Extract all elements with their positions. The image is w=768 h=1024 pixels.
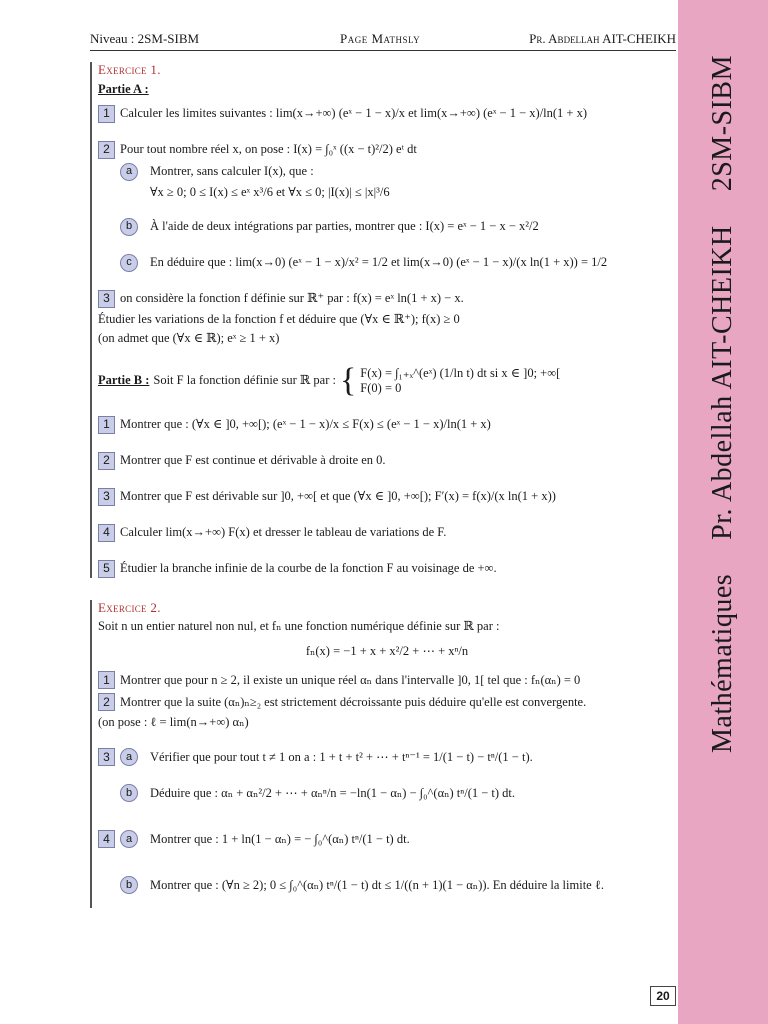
subquestion-marker: a bbox=[120, 163, 138, 181]
page-number: 20 bbox=[650, 986, 676, 1006]
question-2-2-line2 bbox=[98, 715, 676, 730]
question-b2 bbox=[98, 452, 676, 470]
question-text: on considère la fonction f définie sur ℝ⁺ par : f(x) = eˣ ln(1 + x) − x. bbox=[120, 291, 464, 306]
exercise-1-title: Exercice 1. bbox=[98, 62, 161, 77]
sidebar-band bbox=[678, 0, 768, 1024]
part-b-definition: Partie B : Soit F la fonction définie sur ℝ par : { F(x) = ∫₁₊ₓ^(eˣ) (1/ln t) dt si x ∈ ]0; +∞[ F(0) = 0 bbox=[98, 361, 561, 399]
part-b-text: Soit F la fonction définie sur ℝ par : bbox=[153, 373, 336, 388]
formula: fₙ(x) = −1 + x + x²/2 + ⋯ + xⁿ/n bbox=[305, 644, 469, 659]
subquestion-marker: b bbox=[120, 784, 138, 802]
question-a2a-formula bbox=[98, 185, 676, 200]
sidebar-subject: Mathématiques bbox=[707, 573, 738, 753]
function-definition bbox=[98, 644, 676, 659]
subquestion-marker: b bbox=[120, 876, 138, 894]
sidebar-author: Pr. Abdellah AIT-CHEIKH bbox=[707, 225, 738, 540]
header-author: Pr. Abdellah AIT-CHEIKH bbox=[529, 31, 676, 46]
exercise-2-intro bbox=[98, 619, 676, 634]
header-level: Niveau : 2SM-SIBM bbox=[90, 31, 200, 46]
exercise-1 bbox=[90, 62, 676, 578]
question-text: À l'aide de deux intégrations par parties, montrer que : I(x) = eˣ − 1 − x − x²/2 bbox=[150, 219, 539, 234]
question-number: 1 bbox=[98, 416, 115, 434]
question-a2b bbox=[98, 218, 676, 236]
question-2-3b bbox=[98, 784, 676, 802]
question-a2c bbox=[98, 254, 676, 272]
exercise-2 bbox=[90, 600, 676, 909]
question-number: 3 bbox=[98, 488, 115, 506]
question-text: Montrer que : 1 + ln(1 − αₙ) = − ∫₀^(αₙ) tⁿ/(1 − t) dt. bbox=[150, 831, 410, 846]
subquestion-marker: b bbox=[120, 218, 138, 236]
subquestion-marker: a bbox=[120, 830, 138, 848]
question-a1 bbox=[98, 105, 676, 123]
question-text: (on pose : ℓ = lim(n→+∞) αₙ) bbox=[98, 715, 249, 730]
question-number: 4 bbox=[98, 830, 115, 848]
question-text: Déduire que : αₙ + αₙ²/2 + ⋯ + αₙⁿ/n = −ln(1 − αₙ) − ∫₀^(αₙ) tⁿ/(1 − t) dt. bbox=[150, 785, 516, 800]
question-text: Montrer que la suite (αₙ)ₙ≥₂ est strictement décroissante puis déduire qu'elle est convergente. bbox=[120, 694, 587, 709]
question-text: Étudier la branche infinie de la courbe de la fonction F au voisinage de +∞. bbox=[120, 561, 497, 576]
question-text: Pour tout nombre réel x, on pose : I(x) = ∫₀ˣ ((x − t)²/2) eᵗ dt bbox=[120, 142, 417, 157]
question-b3 bbox=[98, 488, 676, 506]
question-2-1 bbox=[98, 671, 676, 689]
question-a3-line2 bbox=[98, 312, 676, 327]
question-b5 bbox=[98, 560, 676, 578]
question-text: Étudier les variations de la fonction f et déduire que (∀x ∈ ℝ⁺); f(x) ≥ 0 bbox=[98, 311, 460, 326]
question-b1 bbox=[98, 416, 676, 434]
question-text: Montrer que F est continue et dérivable à droite en 0. bbox=[120, 453, 386, 468]
question-a3 bbox=[98, 290, 676, 308]
question-text: En déduire que : lim(x→0) (eˣ − 1 − x)/x² = 1/2 et lim(x→0) (eˣ − 1 − x)/(x ln(1 + x)) = 1/2 bbox=[150, 255, 608, 270]
question-text: Montrer que : (∀n ≥ 2); 0 ≤ ∫₀^(αₙ) tⁿ/(1 − t) dt ≤ 1/((n + 1)(1 − αₙ)). En déduire la limite ℓ. bbox=[150, 877, 604, 892]
main-content bbox=[98, 62, 676, 908]
subquestion-marker: c bbox=[120, 254, 138, 272]
part-b-label: Partie B : bbox=[98, 373, 150, 388]
question-number: 3 bbox=[98, 748, 115, 766]
question-text: (on admet que (∀x ∈ ℝ); eˣ ≥ 1 + x) bbox=[98, 330, 280, 345]
page-header bbox=[90, 28, 676, 51]
question-text: Vérifier que pour tout t ≠ 1 on a : 1 + t + t² + ⋯ + tⁿ⁻¹ = 1/(1 − t) − tⁿ/(1 − t). bbox=[150, 749, 533, 764]
question-number: 1 bbox=[98, 671, 115, 689]
question-number: 2 bbox=[98, 452, 115, 470]
question-2-4b bbox=[98, 876, 676, 894]
question-a2a bbox=[98, 163, 676, 181]
question-b4 bbox=[98, 524, 676, 542]
sidebar-text bbox=[678, 0, 768, 1024]
question-text: Montrer que pour n ≥ 2, il existe un unique réel αₙ dans l'intervalle ]0, 1[ tel que : fₙ(αₙ) = 0 bbox=[120, 672, 581, 687]
question-number: 2 bbox=[98, 693, 115, 711]
header-site: Page Mathsly bbox=[340, 31, 421, 46]
question-number: 2 bbox=[98, 141, 115, 159]
question-2-2 bbox=[98, 693, 676, 711]
question-text: Calculer lim(x→+∞) F(x) et dresser le tableau de variations de F. bbox=[120, 525, 447, 540]
intro-text: Soit n un entier naturel non nul, et fₙ une fonction numérique définie sur ℝ par : bbox=[98, 619, 500, 634]
question-text: Montrer que F est dérivable sur ]0, +∞[ et que (∀x ∈ ]0, +∞[); F′(x) = f(x)/(x ln(1 + x)) bbox=[120, 489, 556, 504]
question-number: 1 bbox=[98, 105, 115, 123]
question-text: Montrer que : (∀x ∈ ]0, +∞[); (eˣ − 1 − x)/x ≤ F(x) ≤ (eˣ − 1 − x)/ln(1 + x) bbox=[120, 417, 491, 432]
exercise-2-title: Exercice 2. bbox=[98, 599, 161, 615]
question-number: 4 bbox=[98, 524, 115, 542]
formula: ∀x ≥ 0; 0 ≤ I(x) ≤ eˣ x³/6 et ∀x ≤ 0; |I(x)| ≤ |x|³/6 bbox=[150, 184, 390, 199]
question-2-4a bbox=[98, 830, 676, 848]
question-number: 5 bbox=[98, 560, 115, 578]
sidebar-level: 2SM-SIBM bbox=[707, 55, 738, 192]
subquestion-marker: a bbox=[120, 748, 138, 766]
part-b-system-line2: F(0) = 0 bbox=[360, 380, 402, 395]
question-text: Montrer, sans calculer I(x), que : bbox=[150, 164, 314, 179]
question-2-3a bbox=[98, 748, 676, 766]
question-a3-line3 bbox=[98, 331, 676, 346]
question-text: Calculer les limites suivantes : lim(x→+∞) (eˣ − 1 − x)/x et lim(x→+∞) (eˣ − 1 − x)/ln(1 + x) bbox=[120, 106, 588, 121]
part-b-system-line1: F(x) = ∫₁₊ₓ^(eˣ) (1/ln t) dt si x ∈ ]0; +∞[ bbox=[360, 365, 561, 380]
question-a2 bbox=[98, 141, 676, 159]
question-number: 3 bbox=[98, 290, 115, 308]
part-a-label: Partie A : bbox=[98, 81, 149, 96]
